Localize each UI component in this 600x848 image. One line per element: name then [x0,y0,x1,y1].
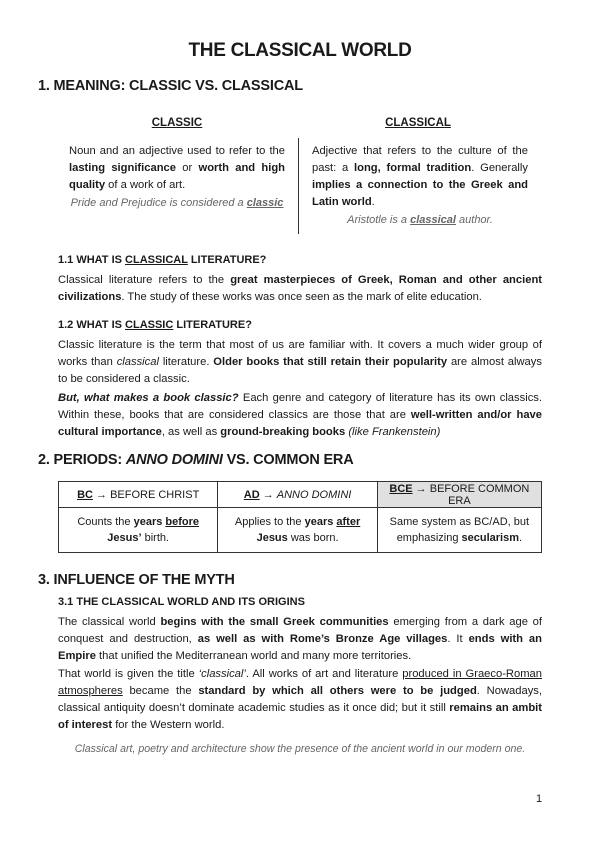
section-1-heading: 1. MEANING: CLASSIC VS. CLASSICAL [38,78,303,94]
periods-table [58,481,542,553]
subsection-1-2-paragraph-2: But, what makes a book classic? Each genre and category of literature has its own classics. Within these, books that are considered classics are those that are well-written and/or have cultural importance, as well as ground-breaking books (like Frankenstein) [58,392,542,438]
classic-column-header: CLASSIC [151,117,203,129]
table-cell-bce: Same system as BC/AD, but emphasizing secularism. [377,508,541,553]
table-header-bc: BC → BEFORE CHRIST [59,482,218,508]
subsection-3-1-paragraph-2: That world is given the title ‘classical’. All works of art and literature produced in Graeco-Roman atmospheres became the standard by which all others were to be judged. Nowadays, classical antiquity doesn’t dominate academic studies as it once did; but it still remains an ambit of interest for the Western world. [58,668,542,731]
table-header-bce: BCE → BEFORE COMMON ERA [377,482,541,508]
classic-definition: Noun and an adjective used to refer to the lasting significance or worth and high quality of a work of art. [69,145,285,191]
subsection-1-2-heading: 1.2 WHAT IS CLASSIC LITERATURE? [58,319,252,331]
table-cell-bc: Counts the years before Jesus’ birth. [59,508,218,553]
table-header-row [59,482,542,508]
subsection-1-1-heading: 1.1 WHAT IS CLASSICAL LITERATURE? [58,254,267,266]
subsection-1-2-paragraph-1: Classic literature is the term that most of us are familiar with. It covers a much wider group of works than classical literature. Older books that still retain their popularity are almost always to be considered a classic. [58,339,542,385]
subsection-1-1-paragraph: Classical literature refers to the great masterpieces of Greek, Roman and other ancient civilizations. The study of these works was once seen as the mark of elite education. [58,274,543,303]
classical-column-header: CLASSICAL [385,117,451,129]
page-number: 1 [536,793,543,805]
section-2-heading: 2. PERIODS: ANNO DOMINI VS. COMMON ERA [38,452,354,468]
column-divider [298,138,299,234]
classical-definition: Adjective that refers to the culture of the past: a long, formal tradition. Generally implies a connection to the Greek and Latin world. [312,145,528,208]
table-header-ad: AD → ANNO DOMINI [218,482,377,508]
subsection-3-1-paragraph-1: The classical world begins with the small Greek communities emerging from a dark age of conquest and destruction, as well as with Rome’s Bronze Age villages. It ends with an Empire that unified the Mediterranean world and many more territories. [58,616,542,662]
subsection-3-1-heading: 3.1 THE CLASSICAL WORLD AND ITS ORIGINS [58,596,305,608]
page-title: THE CLASSICAL WORLD [188,40,412,61]
closing-remark: Classical art, poetry and architecture show the presence of the ancient world in our modern one. [74,743,526,755]
classical-example-quote: Aristotle is a classical author. [347,214,493,226]
table-body-row [59,508,542,553]
table-cell-ad: Applies to the years after Jesus was born. [218,508,377,553]
classic-example-quote: Pride and Prejudice is considered a classic [70,197,284,209]
section-3-heading: 3. INFLUENCE OF THE MYTH [38,572,235,588]
